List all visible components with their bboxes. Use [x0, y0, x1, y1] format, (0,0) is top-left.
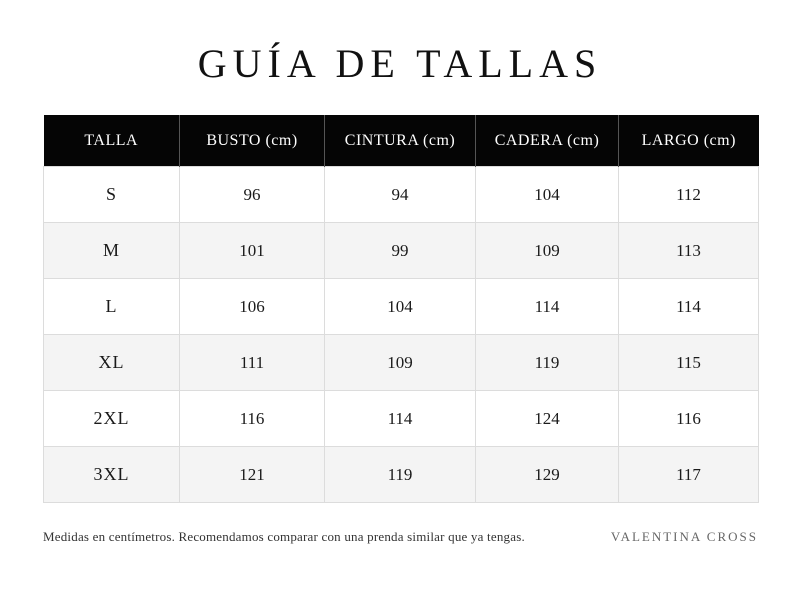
table-row — [44, 335, 759, 391]
table-row — [44, 223, 759, 279]
cintura-cell: 119 — [325, 447, 476, 503]
table-row — [44, 167, 759, 223]
size-cell: 3XL — [44, 447, 180, 503]
largo-cell: 115 — [619, 335, 759, 391]
size-cell: 2XL — [44, 391, 180, 447]
busto-cell: 121 — [180, 447, 325, 503]
largo-cell: 114 — [619, 279, 759, 335]
table-row — [44, 391, 759, 447]
brand-name: VALENTINA CROSS — [610, 529, 758, 544]
cadera-cell: 119 — [476, 335, 619, 391]
busto-cell: 111 — [180, 335, 325, 391]
busto-cell: 106 — [180, 279, 325, 335]
busto-cell: 116 — [180, 391, 325, 447]
cintura-cell: 109 — [325, 335, 476, 391]
cintura-cell: 114 — [325, 391, 476, 447]
header-largo: LARGO (cm) — [619, 115, 759, 167]
largo-cell: 113 — [619, 223, 759, 279]
cadera-cell: 109 — [476, 223, 619, 279]
cintura-cell: 104 — [325, 279, 476, 335]
size-cell: M — [44, 223, 180, 279]
footnote: Medidas en centímetros. Recomendamos comparar con una prenda similar que ya tengas. — [43, 529, 525, 544]
largo-cell: 117 — [619, 447, 759, 503]
busto-cell: 96 — [180, 167, 325, 223]
header-cadera: CADERA (cm) — [476, 115, 619, 167]
table-row — [44, 447, 759, 503]
cadera-cell: 104 — [476, 167, 619, 223]
cadera-cell: 114 — [476, 279, 619, 335]
header-talla: TALLA — [44, 115, 180, 167]
cintura-cell: 99 — [325, 223, 476, 279]
size-chart-table — [43, 115, 759, 503]
largo-cell: 112 — [619, 167, 759, 223]
size-cell: L — [44, 279, 180, 335]
size-cell: XL — [44, 335, 180, 391]
page-title: GUÍA DE TALLAS — [197, 41, 603, 86]
cadera-cell: 124 — [476, 391, 619, 447]
cintura-cell: 94 — [325, 167, 476, 223]
table-row — [44, 279, 759, 335]
cadera-cell: 129 — [476, 447, 619, 503]
size-cell: S — [44, 167, 180, 223]
table-header-row — [44, 115, 759, 167]
busto-cell: 101 — [180, 223, 325, 279]
header-busto: BUSTO (cm) — [180, 115, 325, 167]
largo-cell: 116 — [619, 391, 759, 447]
header-cintura: CINTURA (cm) — [325, 115, 476, 167]
